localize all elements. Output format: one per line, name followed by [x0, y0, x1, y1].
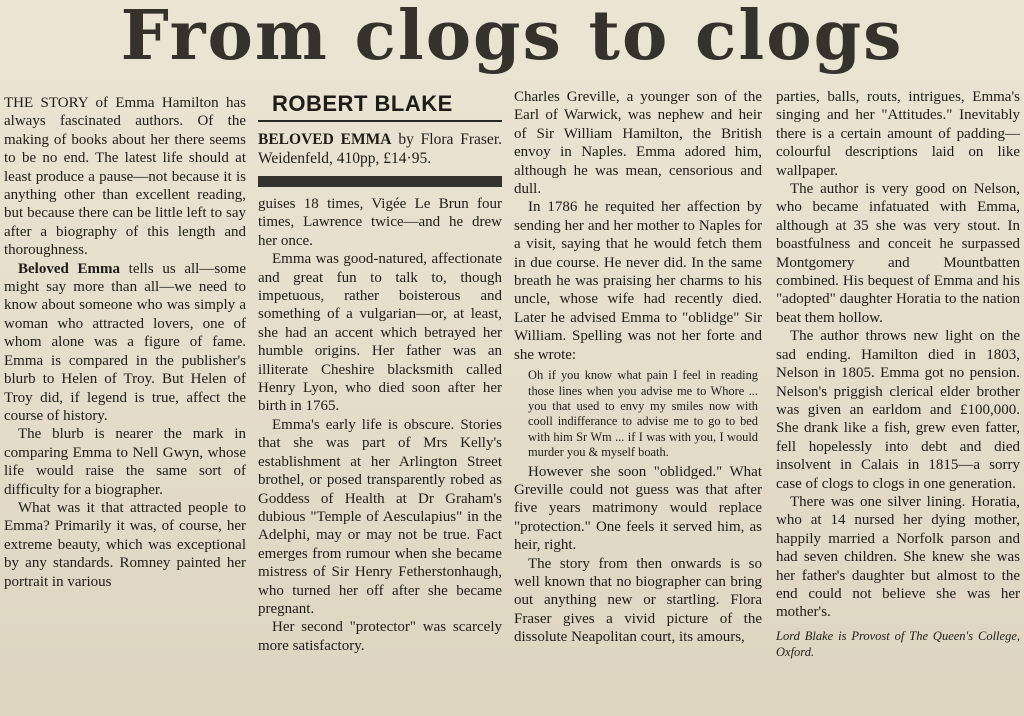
- paragraph: The author throws new light on the sad ending. Hamilton died in 1803, Nelson in 1805. Emma got no pension. Nelson's priggish clerical elder brother was given an earldom and £100,000. She drank like a fish, grew even fatter, fell hopelessly into debt and died insolvent in Calais in 1815—a sorry case of clogs to clogs in one generation.: [776, 328, 1020, 492]
- author-credit: Lord Blake is Provost of The Queen's College, Oxford.: [776, 628, 1020, 659]
- book-info: [258, 130, 502, 168]
- article-column-2: [258, 92, 502, 655]
- paragraph: What was it that attracted people to Emma? Primarily it was, of course, her extreme beauty, which was exceptional by any standards. Romney painted her portrait in various: [4, 499, 246, 590]
- article-column-3: [514, 88, 762, 647]
- paragraph: However she soon "oblidged." What Greville could not guess was that after five years matrimony would replace "protection." One feels it served him, as heir, right.: [514, 463, 762, 554]
- paragraph: Beloved Emma tells us all—some might say more than all—we need to know about someone who was simply a woman who attracted lovers, one of whom alone was a figure of fame. Emma is compared in the publisher's blurb to Helen of Troy. But Helen of Troy did, if legend is true, affect the course of history.: [4, 260, 246, 424]
- paragraph: Charles Greville, a younger son of the Earl of Warwick, was nephew and heir of Sir William Hamilton, the British envoy in Naples. Emma adored him, although he was mean, censorious and dull.: [514, 89, 762, 198]
- book-details: by Flora Fraser. Weidenfeld, 410pp, £14·95.: [258, 131, 502, 167]
- author-byline: ROBERT BLAKE: [272, 91, 453, 116]
- article-column-1: [4, 94, 246, 591]
- paragraph: The blurb is nearer the mark in comparing Emma to Nell Gwyn, whose life would raise the same sort of difficulty for a biographer.: [4, 426, 246, 498]
- book-title-inline: Beloved Emma: [18, 260, 120, 277]
- paragraph: In 1786 he requited her affection by sending her and her mother to Naples for a visit, saying that he would fetch them in due course. He never did. In the same breath he was praising her charms to his uncle, whose wife had recently died. Later he advised Emma to "oblidge" Sir William. Spelling was not her forte and she wrote:: [514, 199, 762, 363]
- paragraph: Emma's early life is obscure. Stories that she was part of Mrs Kelly's establishment at her Arlington Street brothel, or posed transparently robed as Goddess of Health at Dr Graham's dubious "Temple of Aesculapius" in the Adelphi, may or may not be true. Fact emerges from rumour when she became mistress of Sir Henry Fetherstonhaugh, who turned her off after she became pregnant.: [258, 416, 502, 617]
- headline: From clogs to clogs: [120, 0, 904, 76]
- paragraph: Her second "protector" was scarcely more satisfactory.: [258, 619, 502, 654]
- lead-in-caps: THE STORY: [4, 95, 89, 111]
- article-column-4: [776, 88, 1020, 660]
- book-title: BELOVED EMMA: [258, 131, 392, 148]
- paragraph: There was one silver lining. Horatia, who at 14 nursed her dying mother, happily married a Norfolk parson and had seven children. She knew she was her father's daughter but almost to the end could not believe she was her mother's.: [776, 493, 1020, 621]
- letter-quote: Oh if you know what pain I feel in reading those lines when you advise me to Whore ... you that used to envy my smiles now with cooll indifferance to advise me to go to bed with him Sr Wm ... if I was with you, I would murder you & myself boath.: [528, 368, 758, 460]
- paragraph: THE STORY of Emma Hamilton has always fascinated authors. Of the making of books about her there seems to be no end. The latest life should at least produce a pause—not because it is anything other than excellent reading, but because there can be little left to say after a biography of this length and thoroughness.: [4, 95, 246, 259]
- paragraph: Emma was good-natured, affectionate and great fun to talk to, though impetuous, rather boisterous and something of a vulgarian—or, at least, she had an accent which betrayed her humble origins. Her father was an illiterate Cheshire blacksmith called Henry Lyon, who died soon after her birth in 1765.: [258, 251, 502, 415]
- paragraph: The story from then onwards is so well known that no biographer can bring out anything new or startling. Flora Fraser gives a vivid picture of the dissolute Neapolitan court, its amours,: [514, 555, 762, 646]
- paragraph: parties, balls, routs, intrigues, Emma's singing and her "Attitudes." Inevitably there is a certain amount of padding—colourful descriptions laid on like wallpaper.: [776, 89, 1020, 179]
- paragraph: The author is very good on Nelson, who became infatuated with Emma, although at 35 she was very stout. In boastfulness and conceit he surpassed Montgomery and Mountbatten combined. His bequest of Emma and his "adopted" daughter Horatia to the nation beat them hollow.: [776, 181, 1020, 326]
- divider-bar: [258, 176, 502, 187]
- divider-rule: [258, 120, 502, 122]
- paragraph: guises 18 times, Vigée Le Brun four times, Lawrence twice—and he drew her once.: [258, 196, 502, 249]
